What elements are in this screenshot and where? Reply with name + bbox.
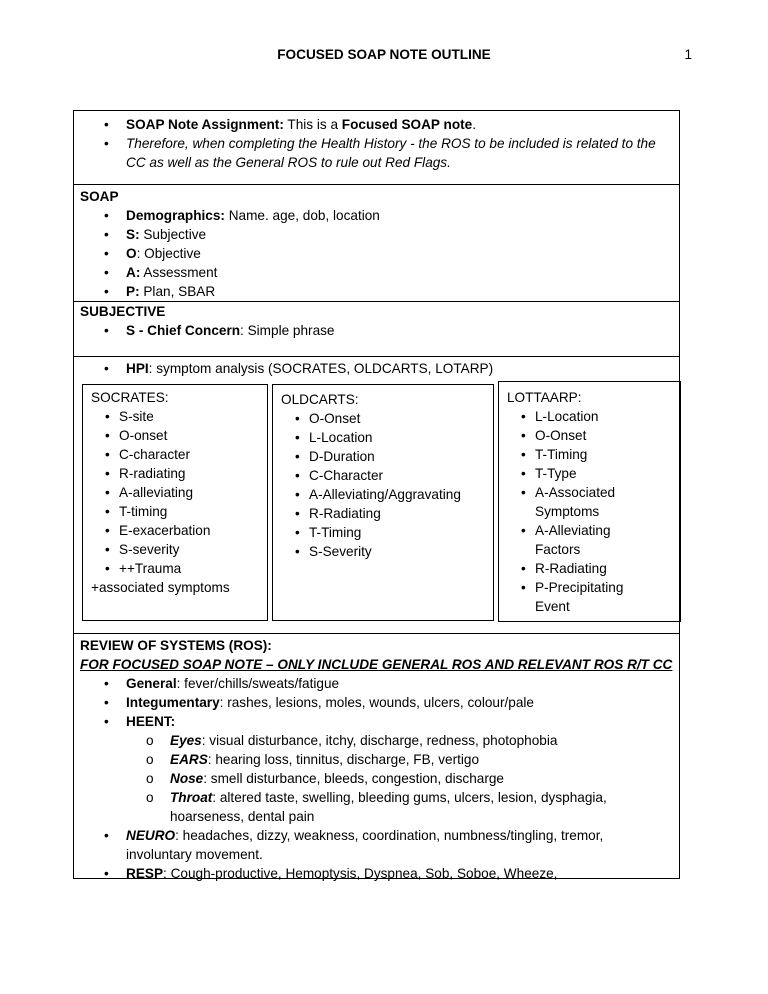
oldcarts-item: • A-Alleviating/Aggravating bbox=[273, 485, 493, 504]
lottaarp-item: • P-Precipitating Event bbox=[499, 578, 680, 616]
ros-subitem-ears: o EARS: hearing loss, tinnitus, discharge, FB, vertigo bbox=[74, 750, 679, 769]
ros-section bbox=[73, 633, 680, 879]
socrates-item: • R-radiating bbox=[83, 464, 267, 483]
ros-item-neuro: • NEURO: headaches, dizzy, weakness, coordination, numbness/tingling, tremor, involuntary movement. bbox=[74, 826, 679, 864]
soap-section bbox=[73, 184, 680, 302]
lottaarp-item: • A-Associated Symptoms bbox=[499, 483, 680, 521]
soap-item-assessment: • A: Assessment bbox=[74, 263, 679, 282]
soap-list bbox=[74, 206, 679, 301]
ros-subheading: FOR FOCUSED SOAP NOTE – ONLY INCLUDE GENERAL ROS AND RELEVANT ROS R/T CC bbox=[80, 657, 673, 672]
socrates-list bbox=[83, 407, 267, 578]
oldcarts-item: • O-Onset bbox=[273, 409, 493, 428]
ros-item-resp: • RESP: Cough-productive, Hemoptysis, Dyspnea, Sob, Soboe, Wheeze, bbox=[74, 864, 679, 883]
soap-item-subjective: • S: Subjective bbox=[74, 225, 679, 244]
ros-subitem-eyes: o Eyes: visual disturbance, itchy, discharge, redness, photophobia bbox=[74, 731, 679, 750]
subjective-section bbox=[73, 301, 680, 357]
socrates-item: • E-exacerbation bbox=[83, 521, 267, 540]
soap-item-demographics: • Demographics: Name. age, dob, location bbox=[74, 206, 679, 225]
ros-subitem-throat: o Throat: altered taste, swelling, bleeding gums, ulcers, lesion, dysphagia, hoarseness, dental pain bbox=[74, 788, 679, 826]
oldcarts-box bbox=[272, 384, 494, 621]
lottaarp-box bbox=[498, 381, 681, 622]
intro-item-assignment: • SOAP Note Assignment: This is a Focused SOAP note. bbox=[74, 115, 679, 134]
soap-heading: SOAP bbox=[80, 189, 119, 204]
soap-item-plan: • P: Plan, SBAR bbox=[74, 282, 679, 301]
socrates-item: • O-onset bbox=[83, 426, 267, 445]
socrates-box bbox=[82, 384, 268, 621]
oldcarts-item: • C-Character bbox=[273, 466, 493, 485]
oldcarts-item: • R-Radiating bbox=[273, 504, 493, 523]
socrates-item: • ++Trauma bbox=[83, 559, 267, 578]
lottaarp-list bbox=[499, 407, 680, 616]
socrates-item: • T-timing bbox=[83, 502, 267, 521]
ros-item-integumentary: • Integumentary: rashes, lesions, moles, wounds, ulcers, colour/pale bbox=[74, 693, 679, 712]
oldcarts-list bbox=[273, 409, 493, 561]
socrates-item: • S-severity bbox=[83, 540, 267, 559]
hpi-list bbox=[74, 359, 679, 378]
oldcarts-item: • D-Duration bbox=[273, 447, 493, 466]
ros-heading: REVIEW OF SYSTEMS (ROS): bbox=[80, 638, 272, 653]
lottaarp-item: • A-Alleviating Factors bbox=[499, 521, 680, 559]
ros-list bbox=[74, 674, 679, 883]
lottaarp-item: • L-Location bbox=[499, 407, 680, 426]
oldcarts-title: OLDCARTS: bbox=[281, 392, 359, 407]
subjective-list bbox=[74, 321, 679, 340]
subjective-heading: SUBJECTIVE bbox=[80, 304, 166, 319]
lottaarp-title: LOTTAARP: bbox=[507, 390, 582, 405]
ros-subitem-nose: o Nose: smell disturbance, bleeds, congestion, discharge bbox=[74, 769, 679, 788]
socrates-item: • A-alleviating bbox=[83, 483, 267, 502]
intro-item-therefore: • Therefore, when completing the Health History - the ROS to be included is related to the CC as well as the General ROS to rule out Red Flags. bbox=[74, 134, 679, 172]
ros-item-general: • General: fever/chills/sweats/fatigue bbox=[74, 674, 679, 693]
chief-concern-item: • S - Chief Concern: Simple phrase bbox=[74, 321, 679, 340]
socrates-title: SOCRATES: bbox=[91, 390, 169, 405]
oldcarts-item: • S-Severity bbox=[273, 542, 493, 561]
socrates-item: • C-character bbox=[83, 445, 267, 464]
socrates-footer: +associated symptoms bbox=[91, 580, 230, 595]
ros-item-heent: • HEENT: bbox=[74, 712, 679, 731]
intro-section bbox=[73, 110, 680, 185]
oldcarts-item: • T-Timing bbox=[273, 523, 493, 542]
socrates-item: • S-site bbox=[83, 407, 267, 426]
lottaarp-item: • T-Timing bbox=[499, 445, 680, 464]
soap-item-objective: • O: Objective bbox=[74, 244, 679, 263]
lottaarp-item: • R-Radiating bbox=[499, 559, 680, 578]
intro-list bbox=[74, 115, 679, 172]
page-number: 1 bbox=[684, 47, 692, 62]
lottaarp-item: • O-Onset bbox=[499, 426, 680, 445]
hpi-item: • HPI: symptom analysis (SOCRATES, OLDCARTS, LOTARP) bbox=[74, 359, 679, 378]
document-title: FOCUSED SOAP NOTE OUTLINE bbox=[277, 47, 491, 62]
oldcarts-item: • L-Location bbox=[273, 428, 493, 447]
lottaarp-item: • T-Type bbox=[499, 464, 680, 483]
